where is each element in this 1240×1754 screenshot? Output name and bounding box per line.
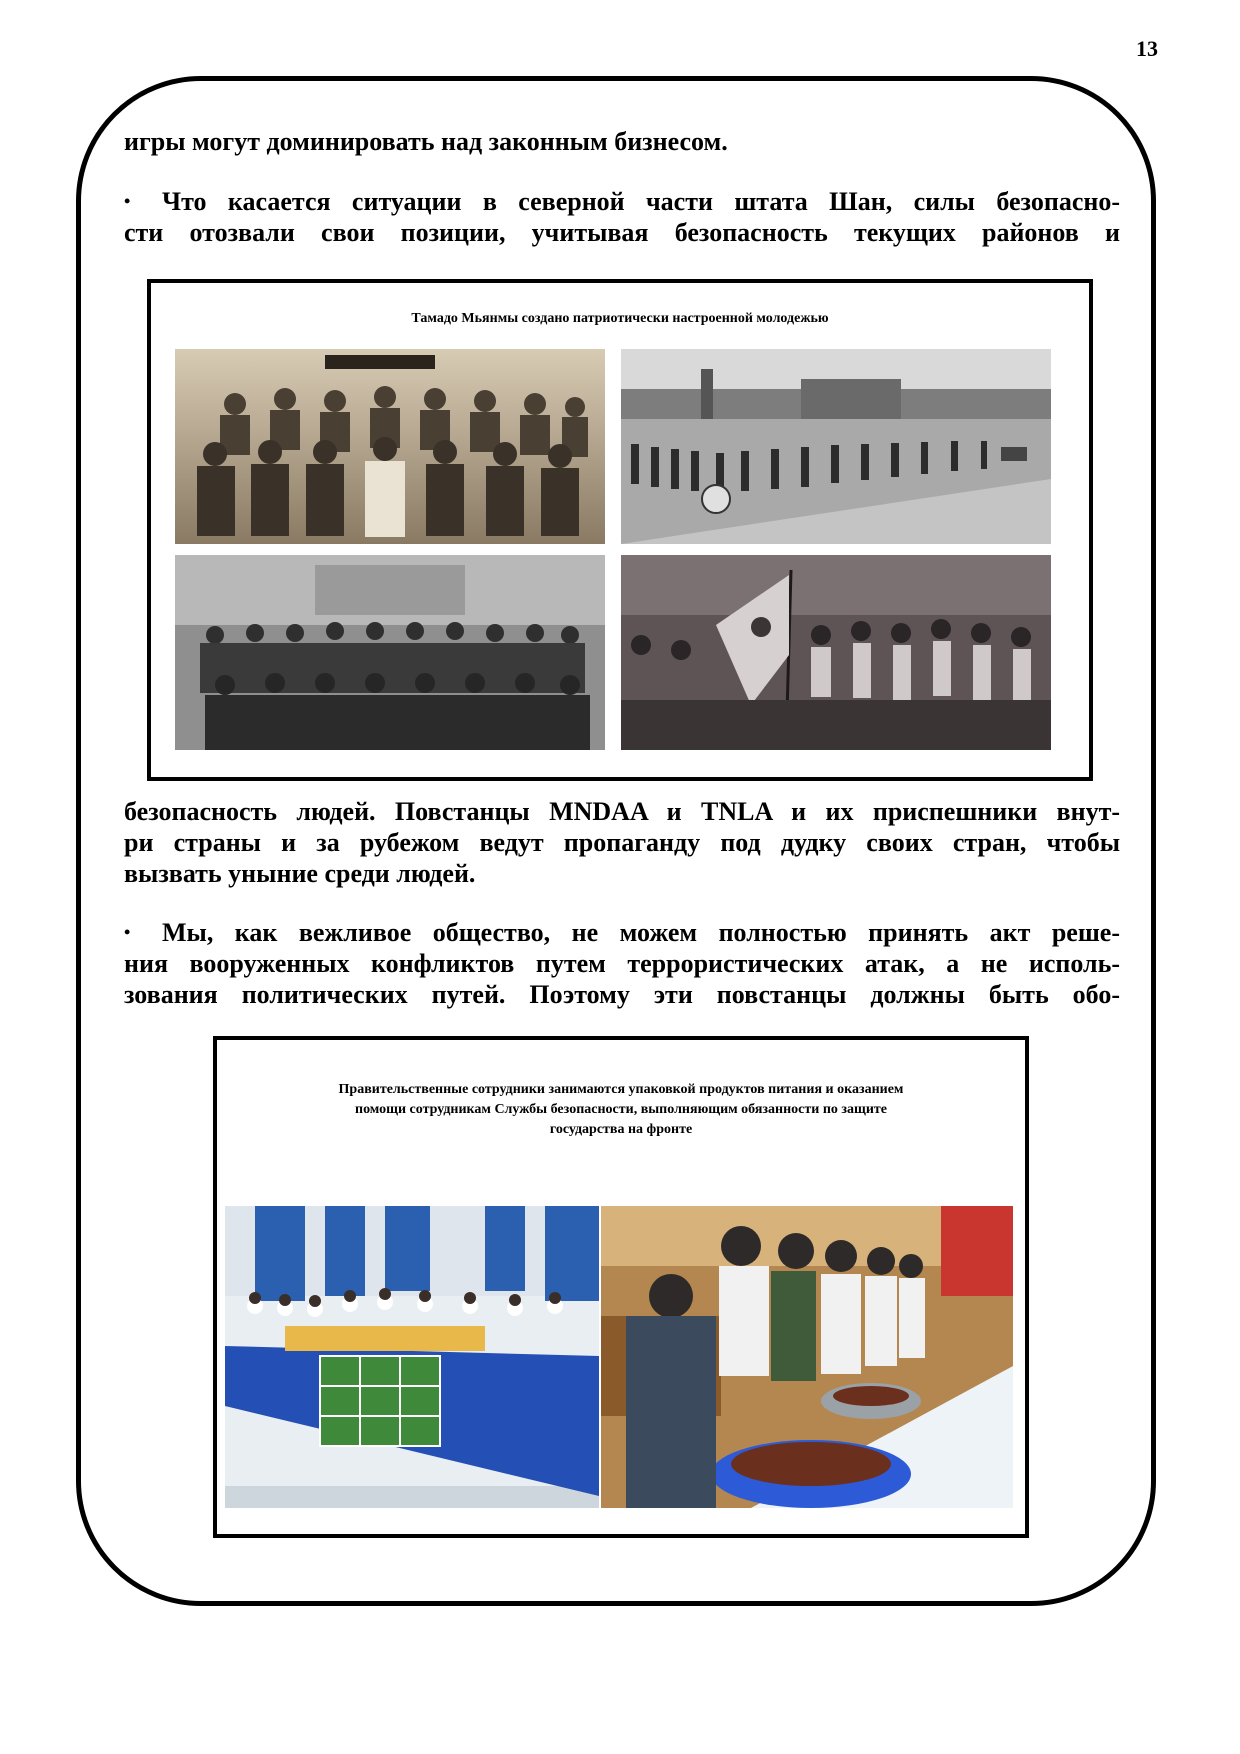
figure-caption-line: государства на фронте xyxy=(549,1122,693,1137)
paragraph-3 xyxy=(124,796,1120,889)
figure-caption: Тамадо Мьянмы создано патриотически настроенной молодежью xyxy=(411,311,829,326)
paragraph-line: вызвать уныние среди людей. xyxy=(124,859,476,888)
paragraph-line-text: Мы, как вежливое общество, не можем полностью принять акт реше- xyxy=(162,918,1120,947)
bullet-icon: • xyxy=(124,922,131,942)
paragraph-4 xyxy=(124,917,1120,1010)
figure-caption xyxy=(217,1080,1025,1140)
historic-group-portrait-photo xyxy=(175,349,605,544)
paragraph-line: безопасность людей. Повстанцы MNDAA и TNLA и их приспешники внут- xyxy=(124,797,1120,826)
paragraph-line xyxy=(124,186,1120,217)
paragraph-line xyxy=(124,917,1120,948)
figure-historic-photos xyxy=(147,279,1093,781)
historic-crowd-with-flag-photo xyxy=(621,555,1051,750)
page-number: 13 xyxy=(1136,36,1158,61)
bullet-icon: • xyxy=(124,191,131,211)
figure-food-packing-photos xyxy=(213,1036,1029,1538)
food-packing-table-photo xyxy=(601,1206,1013,1508)
paragraph-line: сти отозвали свои позиции, учитывая безопасность текущих районов и xyxy=(124,218,1120,247)
figure-caption-line: Правительственные сотрудники занимаются упаковкой продуктов питания и оказанием xyxy=(338,1082,904,1097)
paragraph-2 xyxy=(124,186,1120,248)
figure-caption-line: помощи сотрудникам Службы безопасности, выполняющим обязанности по защите xyxy=(355,1102,887,1117)
historic-street-parade-photo xyxy=(621,349,1051,544)
food-packing-hall-photo xyxy=(225,1206,599,1508)
paragraph-line: ния вооруженных конфликтов путем террористических атак, а не исполь- xyxy=(124,949,1120,978)
historic-uniformed-group-photo xyxy=(175,555,605,750)
paragraph-line: ри страны и за рубежом ведут пропаганду под дудку своих стран, чтобы xyxy=(124,828,1120,857)
paragraph-line: игры могут доминировать над законным бизнесом. xyxy=(124,127,728,156)
paragraph-1 xyxy=(124,126,1120,157)
paragraph-line-text: Что касается ситуации в северной части штата Шан, силы безопасно- xyxy=(162,187,1120,216)
paragraph-line: зования политических путей. Поэтому эти повстанцы должны быть обо- xyxy=(124,980,1120,1009)
